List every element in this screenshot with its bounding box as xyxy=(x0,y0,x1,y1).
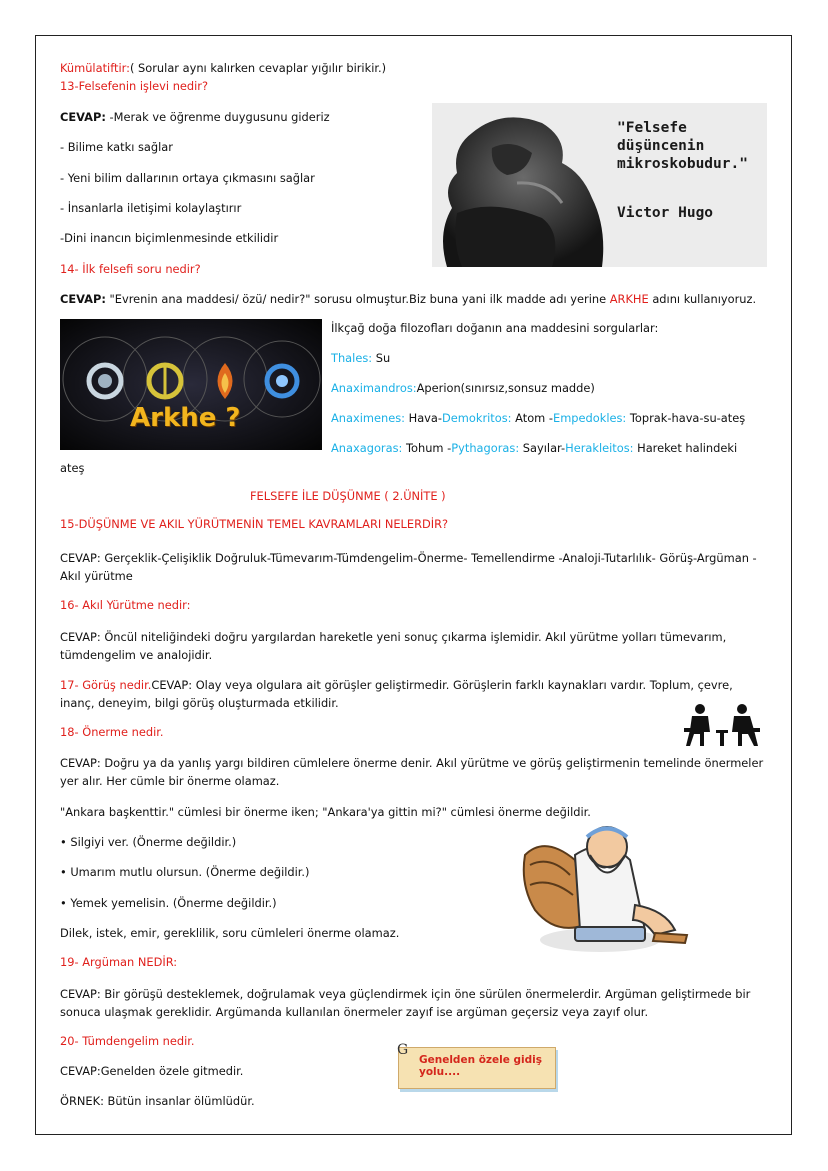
philosopher-cartoon-icon xyxy=(515,815,697,955)
philosopher-value: Tohum - xyxy=(402,441,452,455)
q18-example: "Ankara başkenttir." cümlesi bir önerme iken; "Ankara'ya gittin mi?" cümlesi önerme değildir. xyxy=(60,805,591,819)
thales-line xyxy=(331,351,390,366)
thinker-statue-icon xyxy=(432,103,612,267)
q18-answer: CEVAP: Doğru ya da yanlış yargı bildiren cümlelere önerme denir. Akıl yürütme ve görüş geliştirmenin temelinde önermeler yer alır. Her cümle bir önerme olamaz. xyxy=(60,756,764,788)
anaximandros-line xyxy=(331,381,595,396)
q14-answer-text: "Evrenin ana maddesi/ özü/ nedir?" sorusu olmuştur.Biz buna yani ilk madde adı yerine xyxy=(105,292,610,306)
philosopher-name: Anaximandros: xyxy=(331,381,417,395)
answer-label: CEVAP: xyxy=(60,292,106,306)
philosopher-name: Anaxagoras: xyxy=(331,441,403,455)
philosopher-name: Demokritos: xyxy=(442,411,512,425)
philosopher-value: Su xyxy=(372,351,391,365)
q13-item: - Yeni bilim dallarının ortaya çıkmasını sağlar xyxy=(60,171,315,185)
q14-title: 14- İlk felsefi soru nedir? xyxy=(60,262,201,276)
philosopher-name: Herakleitos: xyxy=(565,441,634,455)
arkhe-term: ARKHE xyxy=(609,292,649,306)
q18-title: 18- Önerme nedir. xyxy=(60,725,164,739)
note-letter: G xyxy=(397,1042,409,1058)
philosopher-name: Pythagoras: xyxy=(451,441,520,455)
philosophers-tail: ateş xyxy=(60,461,85,475)
quote-text: "Felsefe düşüncenin mikroskobudur." xyxy=(617,120,748,172)
arkhe-image xyxy=(60,319,322,450)
q19-answer: CEVAP: Bir görüşü desteklemek, doğrulamak veya güçlendirmek için öne sürülen önermelerdir. Argüman geliştirmede bir sonuca ulaşmak gereklidir. Argümanda kullanılan önermeler zayıf ise argüman geçersiz veya zayıf olur. xyxy=(60,987,751,1019)
q19-title: 19- Argüman NEDİR: xyxy=(60,955,178,969)
thinker-quote-image xyxy=(432,103,767,267)
q13-title: 13-Felsefenin işlevi nedir? xyxy=(60,79,209,93)
anaxagoras-line xyxy=(331,441,737,456)
note-text: Genelden özele gidiş yolu.... xyxy=(419,1054,543,1078)
philosopher-value: Hava- xyxy=(405,411,443,425)
q13-item: - Bilime katkı sağlar xyxy=(60,140,173,154)
kumulatif-text: ( Sorular aynı kalırken cevaplar yığılır birikir.) xyxy=(129,61,387,75)
arkhe-caption: Arkhe ? xyxy=(130,403,241,433)
q17-title: 17- Görüş nedir. xyxy=(60,678,152,692)
anaximenes-line xyxy=(331,411,745,426)
philosopher-value: Aperion(sınırsız,sonsuz madde) xyxy=(416,381,595,395)
answer-label: CEVAP: xyxy=(60,110,106,124)
q18-bullet: • Yemek yemelisin. (Önerme değildir.) xyxy=(60,896,277,910)
philosopher-value: Hareket halindeki xyxy=(633,441,738,455)
q13-item: - İnsanlarla iletişimi kolaylaştırır xyxy=(60,201,242,215)
quote-author: Victor Hugo xyxy=(617,205,714,221)
q13-answer-first: -Merak ve öğrenme duygusunu gideriz xyxy=(105,110,330,124)
q17-block xyxy=(60,676,765,712)
philosopher-name: Anaximenes: xyxy=(331,411,406,425)
philosopher-value: Sayılar- xyxy=(519,441,566,455)
philosopher-name: Empedokles: xyxy=(553,411,627,425)
q16-title: 16- Akıl Yürütme nedir: xyxy=(60,598,191,612)
q17-answer: CEVAP: Olay veya olgulara ait görüşler geliştirmedir. Görüşlerin farklı kaynakları vardır. Toplum, çevre, inanç, deneyim, bilgi görüş oluşturmada etkilidir. xyxy=(60,678,733,710)
q20-example: ÖRNEK: Bütün insanlar ölümlüdür. xyxy=(60,1094,255,1108)
philosopher-name: Thales: xyxy=(331,351,373,365)
q15-answer: CEVAP: Gerçeklik-Çelişiklik Doğruluk-Tümevarım-Tümdengelim-Önerme- Temellendirme -Analoji-Tutarlılık- Görüş-Argüman -Akıl yürütme xyxy=(60,551,757,583)
unit-title: FELSEFE İLE DÜŞÜNME ( 2.ÜNİTE ) xyxy=(250,489,446,503)
kumulatif-term: Kümülatiftir: xyxy=(60,61,130,75)
q20-answer: CEVAP:Genelden özele gitmedir. xyxy=(60,1064,244,1078)
q15-title: 15-DÜŞÜNME VE AKIL YÜRÜTMENİN TEMEL KAVRAMLARI NELERDİR? xyxy=(60,517,449,531)
note-card xyxy=(397,1042,556,1089)
philosopher-value: Toprak-hava-su-ateş xyxy=(626,411,746,425)
q18-bullet: • Silgiyi ver. (Önerme değildir.) xyxy=(60,835,237,849)
q13-item: -Dini inancın biçimlenmesinde etkilidir xyxy=(60,231,279,245)
q14-answer xyxy=(60,292,756,307)
q16-answer: CEVAP: Öncül niteliğindeki doğru yargılardan hareketle yeni sonuç çıkarma işlemidir. Akıl yürütme yolları tümevarım, tümdengelim ve analojidir. xyxy=(60,630,727,662)
q18-note: Dilek, istek, emir, gereklilik, soru cümleleri önerme olamaz. xyxy=(60,926,400,940)
discussion-icon xyxy=(682,702,762,746)
philosophers-intro: İlkçağ doğa filozofları doğanın ana maddesini sorgularlar: xyxy=(331,321,659,335)
q20-title: 20- Tümdengelim nedir. xyxy=(60,1034,195,1048)
q13-answer xyxy=(60,110,330,125)
kumulatif-line xyxy=(60,61,386,76)
q14-answer-tail: adını kullanıyoruz. xyxy=(648,292,757,306)
q18-bullet: • Umarım mutlu olursun. (Önerme değildir.) xyxy=(60,865,310,879)
philosopher-value: Atom - xyxy=(511,411,553,425)
